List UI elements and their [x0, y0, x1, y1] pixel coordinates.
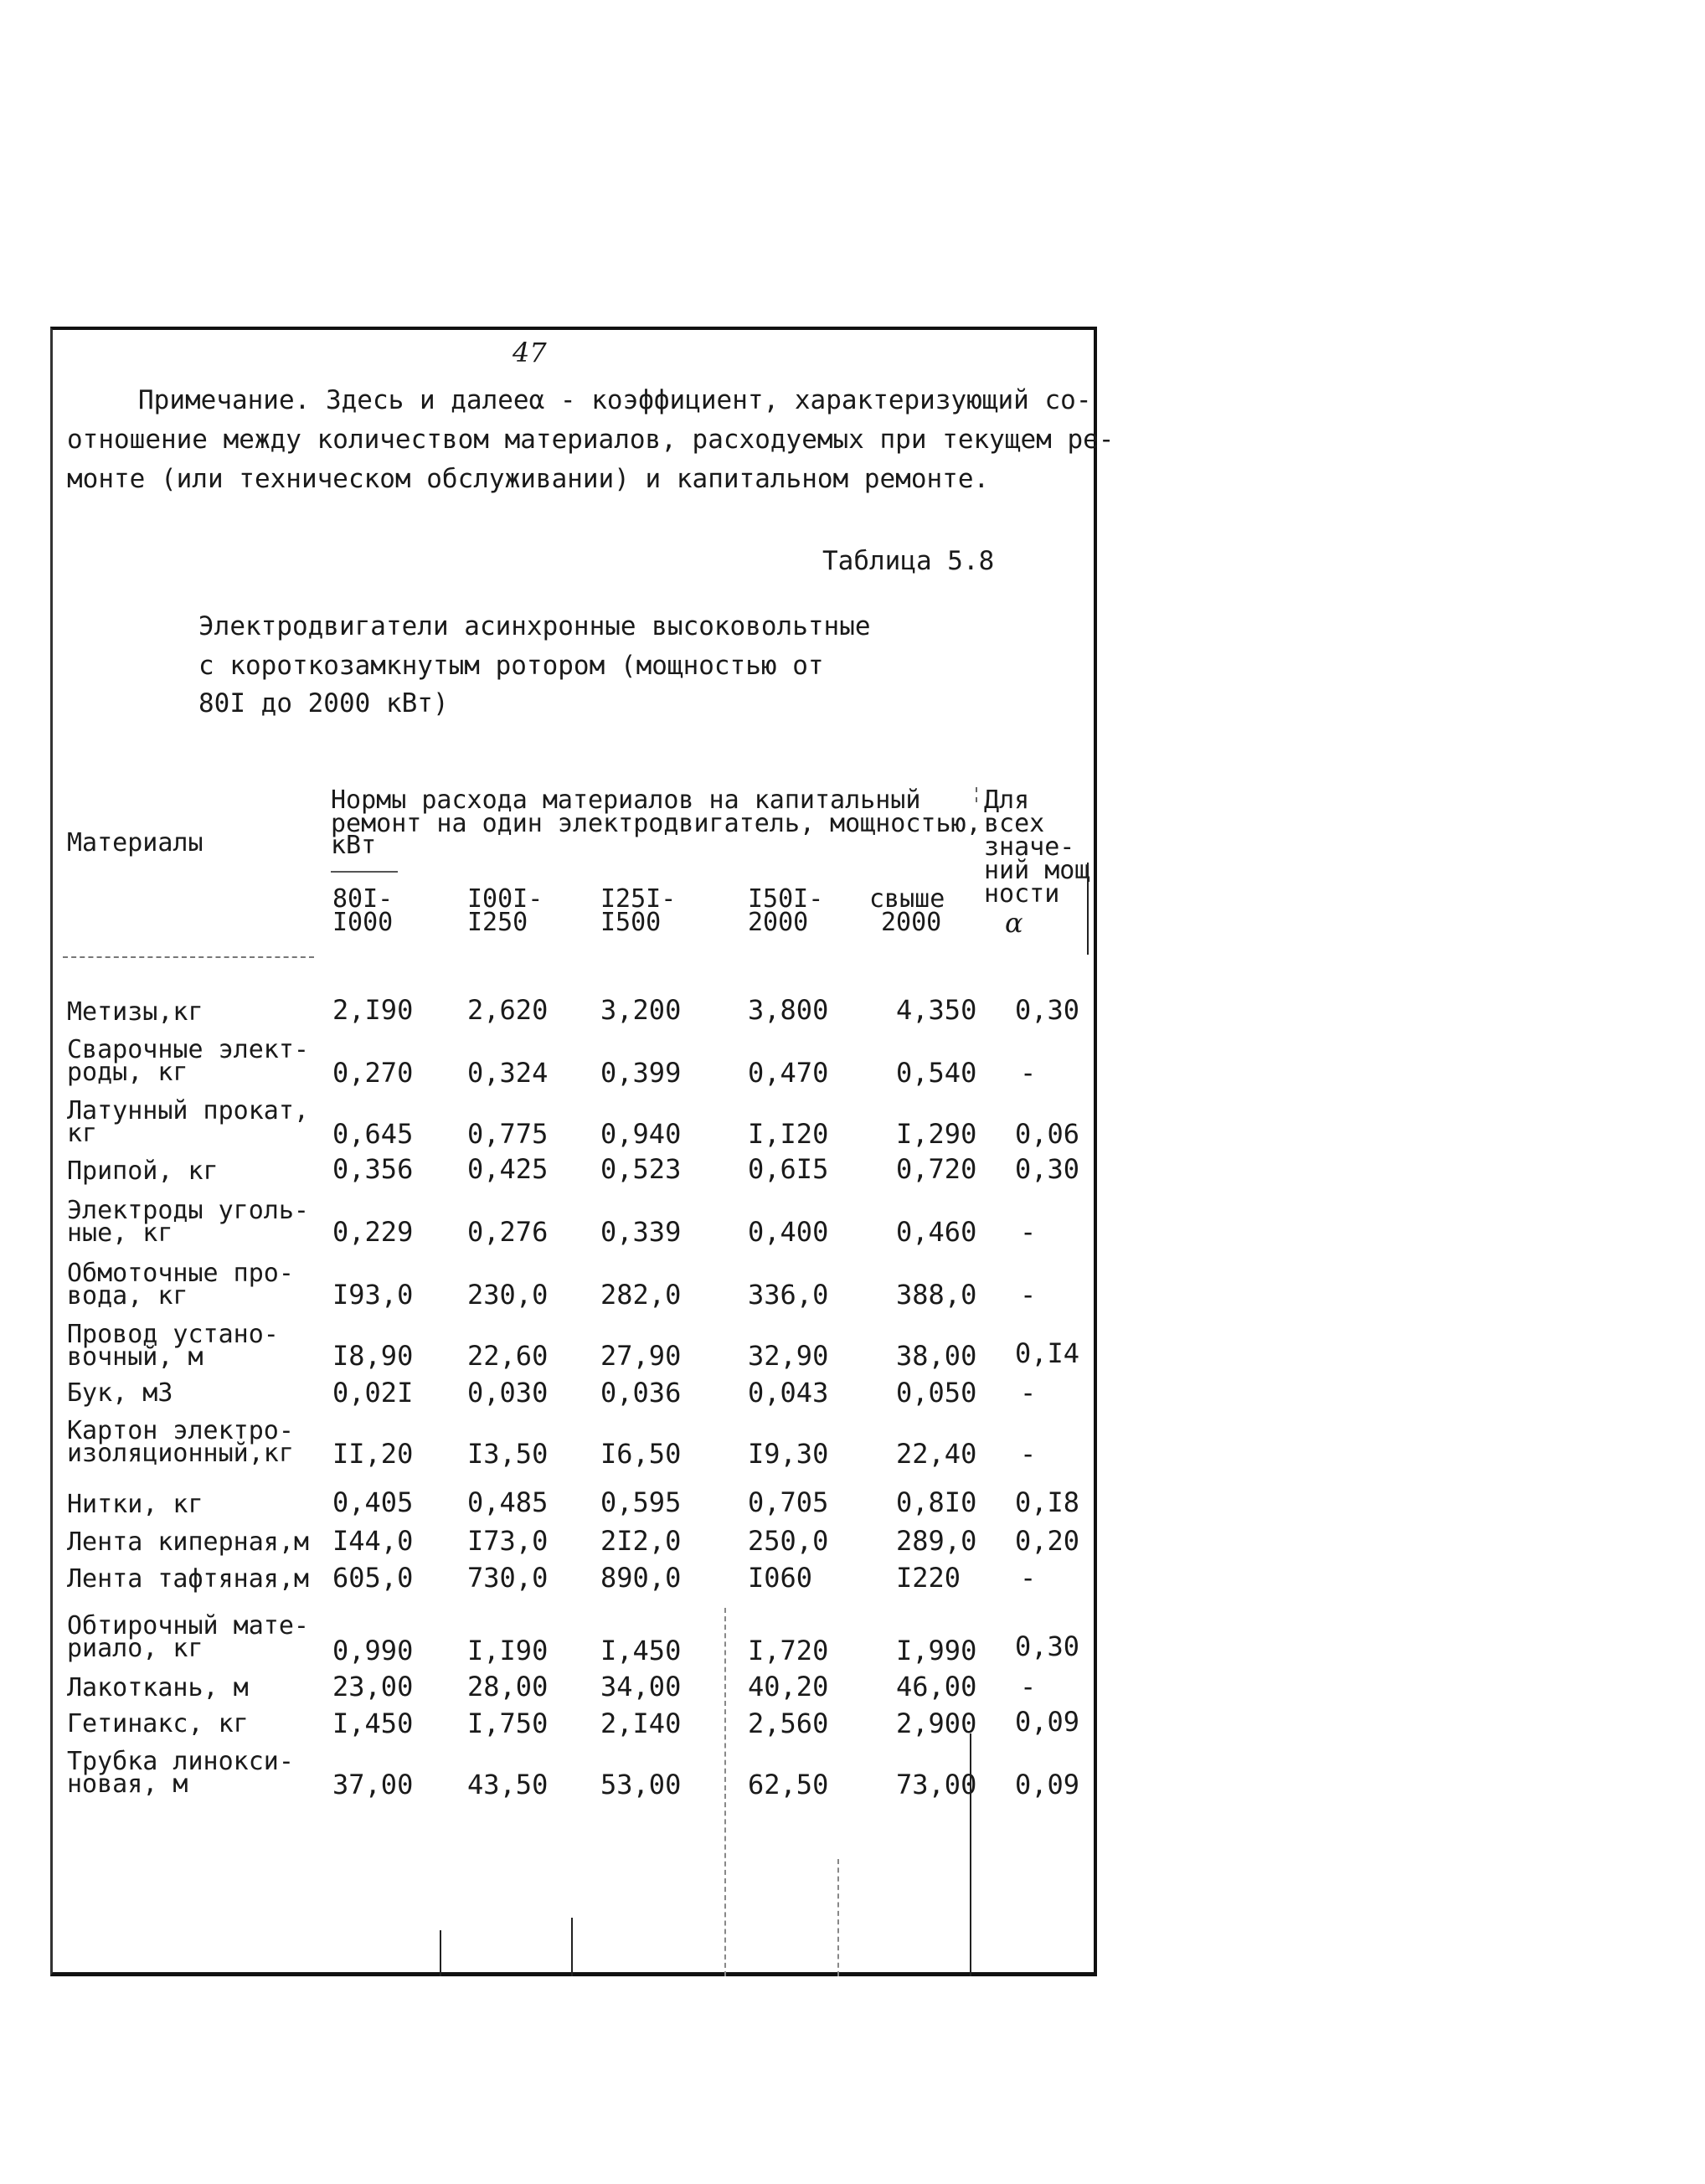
value-cell: 0,425 [467, 1153, 549, 1185]
col-header-1-line-2: I000 [332, 908, 394, 937]
col-header-2-line-1: I00I- [467, 884, 543, 914]
alpha-cell: - [1020, 1216, 1037, 1248]
value-cell: 0,036 [600, 1377, 682, 1409]
value-cell: 34,00 [600, 1671, 682, 1702]
value-cell: 0,399 [600, 1057, 682, 1089]
value-cell: 37,00 [332, 1769, 414, 1800]
material-name: Бук, м3 [67, 1378, 173, 1408]
value-cell: 4,350 [896, 994, 977, 1026]
value-cell: 40,20 [748, 1671, 829, 1702]
material-name: Гетинакс, кг [67, 1709, 249, 1738]
value-cell: 2I2,0 [600, 1525, 682, 1557]
value-cell: 0,940 [600, 1118, 682, 1150]
value-cell: 0,276 [467, 1216, 549, 1248]
value-cell: 0,030 [467, 1377, 549, 1409]
value-cell: 46,00 [896, 1671, 977, 1702]
value-cell: I73,0 [467, 1525, 549, 1557]
material-name: Лента киперная,м [67, 1527, 309, 1557]
value-cell: 0,324 [467, 1057, 549, 1089]
value-cell: II,20 [332, 1438, 414, 1470]
value-cell: 28,00 [467, 1671, 549, 1702]
value-cell: 2,620 [467, 994, 549, 1026]
value-cell: 0,6I5 [748, 1153, 829, 1185]
value-cell: 0,540 [896, 1057, 977, 1089]
material-name: Латунный прокат, кг [67, 1096, 309, 1148]
material-name: Нитки, кг [67, 1490, 203, 1519]
value-cell: I,990 [896, 1635, 977, 1666]
value-cell: I,450 [600, 1635, 682, 1666]
alpha-cell: 0,30 [1015, 1153, 1080, 1185]
alpha-cell: 0,I4 [1015, 1337, 1080, 1369]
material-name: Лента тафтяная,м [67, 1564, 309, 1594]
value-cell: 27,90 [600, 1340, 682, 1372]
header-separator [63, 956, 314, 958]
material-name: Метизы,кг [67, 997, 203, 1027]
value-cell: 0,356 [332, 1153, 414, 1185]
value-cell: I6,50 [600, 1438, 682, 1470]
alpha-cell: - [1020, 1671, 1037, 1702]
header-all-values-line-4: ний мощ [984, 856, 1090, 885]
value-cell: 336,0 [748, 1279, 829, 1311]
value-cell: 22,40 [896, 1438, 977, 1470]
value-cell: 0,229 [332, 1216, 414, 1248]
value-cell: I3,50 [467, 1438, 549, 1470]
value-cell: I,750 [467, 1708, 549, 1739]
col-header-2-line-2: I250 [467, 908, 528, 937]
material-name: Провод устано- вочный, м [67, 1320, 279, 1372]
caption-line-1: Электродвигатели асинхронные высоковольтные [198, 611, 871, 641]
value-cell: 0,050 [896, 1377, 977, 1409]
page-number: 47 [513, 337, 547, 368]
column-rule [724, 1608, 726, 1976]
value-cell: 388,0 [896, 1279, 977, 1311]
value-cell: 2,I40 [600, 1708, 682, 1739]
header-norms-line-1: Нормы расхода материалов на капитальный [331, 786, 921, 815]
material-name: Картон электро- изоляционный,кг [67, 1416, 294, 1468]
value-cell: 0,400 [748, 1216, 829, 1248]
alpha-cell: - [1020, 1438, 1037, 1470]
column-rule [837, 1859, 839, 1976]
value-cell: 0,8I0 [896, 1486, 977, 1518]
header-all-values-line-1: Для [984, 786, 1030, 815]
value-cell: 3,800 [748, 994, 829, 1026]
value-cell: 289,0 [896, 1525, 977, 1557]
header-all-values-line-3: значе- [984, 832, 1075, 862]
value-cell: 0,705 [748, 1486, 829, 1518]
value-cell: 0,720 [896, 1153, 977, 1185]
value-cell: 22,60 [467, 1340, 549, 1372]
col-header-4-line-1: I50I- [748, 884, 824, 914]
value-cell: 230,0 [467, 1279, 549, 1311]
value-cell: 0,043 [748, 1377, 829, 1409]
caption-line-2: с короткозамкнутым ротором (мощностью от [198, 651, 824, 681]
value-cell: 2,560 [748, 1708, 829, 1739]
value-cell: I44,0 [332, 1525, 414, 1557]
header-right-rule [1087, 863, 1089, 955]
table-label: Таблица 5.8 [822, 546, 995, 576]
value-cell: 0,485 [467, 1486, 549, 1518]
value-cell: 53,00 [600, 1769, 682, 1800]
col-header-3-line-1: I25I- [600, 884, 677, 914]
value-cell: I8,90 [332, 1340, 414, 1372]
value-cell: 282,0 [600, 1279, 682, 1311]
value-cell: 0,470 [748, 1057, 829, 1089]
header-materials: Материалы [67, 828, 203, 858]
header-divider [976, 787, 977, 802]
note-line-3: монте (или техническом обслуживании) и капитальном ремонте. [67, 464, 990, 494]
col-header-4-line-2: 2000 [748, 908, 809, 937]
alpha-cell: - [1020, 1279, 1037, 1311]
value-cell: I9,30 [748, 1438, 829, 1470]
value-cell: I,I20 [748, 1118, 829, 1150]
value-cell: 23,00 [332, 1671, 414, 1702]
material-name: Обмоточные про- вода, кг [67, 1259, 294, 1311]
alpha-cell: 0,06 [1015, 1118, 1080, 1150]
value-cell: 0,02I [332, 1377, 414, 1409]
material-name: Обтирочный мате- риало, кг [67, 1611, 309, 1663]
header-norms-line-2: ремонт на один электродвигатель, мощностью, [331, 809, 981, 838]
alpha-cell: 0,09 [1015, 1769, 1080, 1800]
value-cell: I,450 [332, 1708, 414, 1739]
header-norms-line-3: кВт [331, 831, 377, 860]
value-cell: I,I90 [467, 1635, 549, 1666]
value-cell: 250,0 [748, 1525, 829, 1557]
alpha-cell: - [1020, 1562, 1037, 1594]
value-cell: 0,775 [467, 1118, 549, 1150]
value-cell: 0,523 [600, 1153, 682, 1185]
header-alpha-symbol: α [1005, 907, 1023, 939]
alpha-cell: - [1020, 1377, 1037, 1409]
value-cell: 730,0 [467, 1562, 549, 1594]
col-header-1-line-1: 80I- [332, 884, 394, 914]
material-name: Трубка линокси- новая, м [67, 1747, 294, 1799]
value-cell: I220 [896, 1562, 961, 1594]
value-cell: 0,990 [332, 1635, 414, 1666]
header-all-values-line-5: ности [984, 879, 1060, 909]
col-header-3-line-2: I500 [600, 908, 662, 937]
material-name: Лакоткань, м [67, 1673, 249, 1702]
value-cell: 0,339 [600, 1216, 682, 1248]
value-cell: 605,0 [332, 1562, 414, 1594]
value-cell: 32,90 [748, 1340, 829, 1372]
value-cell: 0,405 [332, 1486, 414, 1518]
value-cell: 0,460 [896, 1216, 977, 1248]
alpha-cell: 0,09 [1015, 1706, 1080, 1738]
material-name: Электроды уголь- ные, кг [67, 1196, 309, 1248]
value-cell: 62,50 [748, 1769, 829, 1800]
column-rule [970, 1733, 971, 1976]
value-cell: I93,0 [332, 1279, 414, 1311]
value-cell: 73,00 [896, 1769, 977, 1800]
col-header-5-line-1: свыше [869, 884, 945, 914]
alpha-cell: 0,20 [1015, 1525, 1080, 1557]
value-cell: 890,0 [600, 1562, 682, 1594]
header-underline [331, 871, 398, 873]
alpha-cell: 0,30 [1015, 994, 1080, 1026]
caption-line-3: 80I до 2000 кВт) [198, 688, 449, 719]
value-cell: 0,270 [332, 1057, 414, 1089]
column-rule [440, 1930, 441, 1976]
alpha-cell: 0,30 [1015, 1630, 1080, 1662]
value-cell: 3,200 [600, 994, 682, 1026]
material-name: Сварочные элект- роды, кг [67, 1035, 309, 1087]
column-rule [571, 1918, 573, 1976]
value-cell: 0,595 [600, 1486, 682, 1518]
value-cell: I060 [748, 1562, 813, 1594]
value-cell: 38,00 [896, 1340, 977, 1372]
value-cell: 0,645 [332, 1118, 414, 1150]
value-cell: 2,900 [896, 1708, 977, 1739]
header-all-values-line-2: всех [984, 809, 1045, 838]
alpha-cell: 0,I8 [1015, 1486, 1080, 1518]
note-line-2: отношение между количеством материалов, расходуемых при текущем ре- [67, 425, 1115, 455]
value-cell: I,720 [748, 1635, 829, 1666]
alpha-cell: - [1020, 1057, 1037, 1089]
col-header-5-line-2: 2000 [881, 908, 942, 937]
material-name: Припой, кг [67, 1156, 219, 1186]
value-cell: 43,50 [467, 1769, 549, 1800]
value-cell: I,290 [896, 1118, 977, 1150]
value-cell: 2,I90 [332, 994, 414, 1026]
note-line-1: Примечание. Здесь и далееα - коэффициент, характеризующий со- [138, 385, 1092, 415]
